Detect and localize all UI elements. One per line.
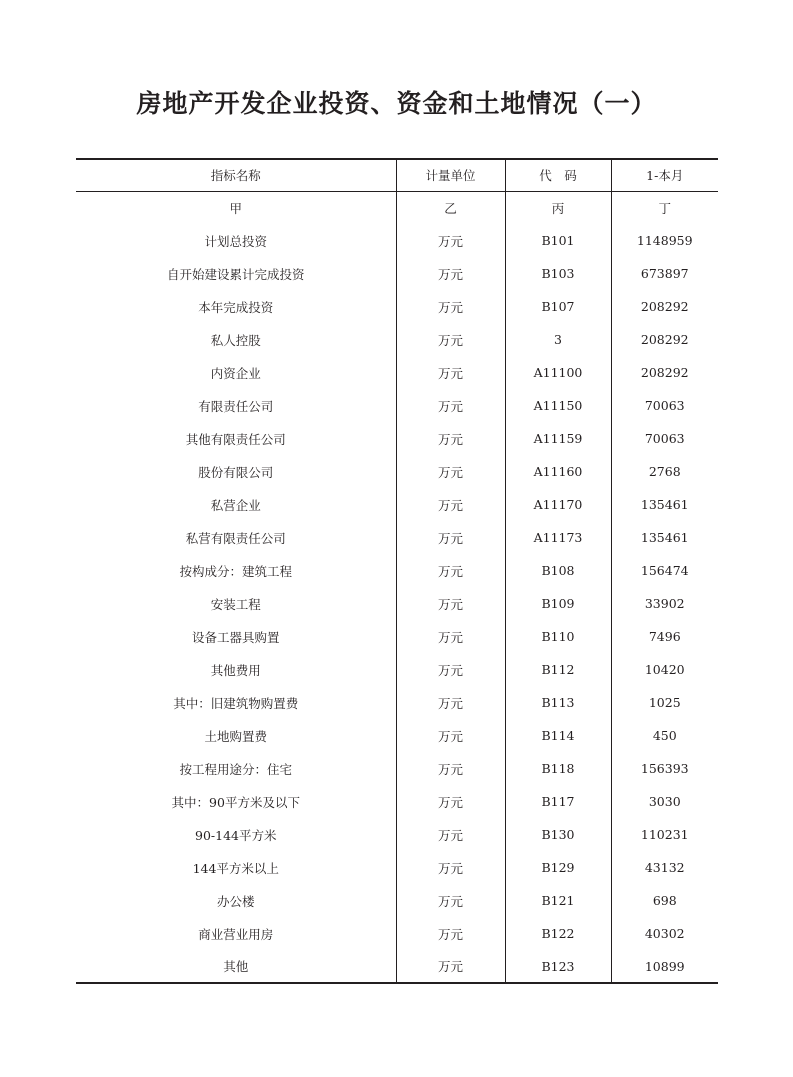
table-row	[76, 488, 718, 521]
header-indicator-name: 指标名称	[76, 159, 396, 191]
table-header	[76, 159, 718, 191]
cell-unit: 万元	[396, 422, 505, 455]
cell-indicator-name: 安装工程	[210, 596, 261, 612]
table-row	[76, 455, 718, 488]
table-row	[76, 554, 718, 587]
cell-indicator-name: 私人控股	[210, 332, 261, 348]
cell-indicator-name: 按构成分：建筑工程	[179, 563, 292, 579]
table-row	[76, 587, 718, 620]
cell-code: A11150	[505, 389, 611, 422]
cell-unit: 万元	[396, 917, 505, 950]
cell-value: 156393	[611, 752, 718, 785]
cell-value: 10420	[611, 653, 718, 686]
cell-code: 丙	[505, 191, 611, 224]
cell-unit: 万元	[396, 752, 505, 785]
cell-code: A11170	[505, 488, 611, 521]
cell-unit: 万元	[396, 950, 505, 983]
header-unit: 计量单位	[396, 159, 505, 191]
cell-value: 110231	[611, 818, 718, 851]
table-row	[76, 356, 718, 389]
table-row	[76, 389, 718, 422]
table-row	[76, 917, 718, 950]
table-row	[76, 323, 718, 356]
table-row	[76, 521, 718, 554]
cell-unit: 万元	[396, 554, 505, 587]
cell-indicator-name: 设备工器具购置	[191, 629, 280, 645]
cell-code: B107	[505, 290, 611, 323]
cell-code: B117	[505, 785, 611, 818]
cell-code: B114	[505, 719, 611, 752]
cell-unit: 万元	[396, 884, 505, 917]
table-row	[76, 818, 718, 851]
cell-unit: 万元	[396, 224, 505, 257]
cell-code: B118	[505, 752, 611, 785]
cell-unit: 万元	[396, 521, 505, 554]
cell-unit: 万元	[396, 488, 505, 521]
cell-unit: 万元	[396, 785, 505, 818]
cell-unit: 万元	[396, 257, 505, 290]
cell-unit: 万元	[396, 620, 505, 653]
cell-value: 7496	[611, 620, 718, 653]
cell-unit: 万元	[396, 818, 505, 851]
table-row	[76, 224, 718, 257]
cell-code: A11160	[505, 455, 611, 488]
cell-value: 208292	[611, 356, 718, 389]
cell-unit: 万元	[396, 389, 505, 422]
cell-unit: 万元	[396, 686, 505, 719]
cell-unit: 万元	[396, 587, 505, 620]
cell-code: B112	[505, 653, 611, 686]
cell-indicator-name: 按工程用途分：住宅	[179, 761, 292, 777]
cell-code: B121	[505, 884, 611, 917]
cell-value: 70063	[611, 422, 718, 455]
cell-indicator-name: 其中：90平方米及以下	[171, 794, 300, 810]
table-row	[76, 851, 718, 884]
cell-value: 208292	[611, 323, 718, 356]
table-row	[76, 290, 718, 323]
cell-code: B108	[505, 554, 611, 587]
cell-indicator-name: 内资企业	[210, 365, 261, 381]
page-title: 房地产开发企业投资、资金和土地情况（一）	[136, 89, 657, 118]
cell-indicator-name: 其中：旧建筑物购置费	[173, 695, 299, 711]
table-row	[76, 785, 718, 818]
cell-code: B103	[505, 257, 611, 290]
cell-value: 673897	[611, 257, 718, 290]
table-row	[76, 884, 718, 917]
cell-indicator-name: 有限责任公司	[198, 398, 274, 414]
table-row	[76, 686, 718, 719]
cell-indicator-name: 商业营业用房	[198, 926, 274, 942]
cell-value: 10899	[611, 950, 718, 983]
header-period-value: 1-本月	[611, 159, 718, 191]
cell-code: B130	[505, 818, 611, 851]
cell-unit: 万元	[396, 356, 505, 389]
table-row	[76, 620, 718, 653]
data-table	[76, 158, 718, 984]
cell-indicator-name: 144平方米以上	[192, 860, 279, 876]
cell-value: 135461	[611, 521, 718, 554]
cell-unit: 万元	[396, 719, 505, 752]
table-row	[76, 191, 718, 224]
table-row	[76, 950, 718, 983]
cell-code: B123	[505, 950, 611, 983]
cell-indicator-name: 股份有限公司	[198, 464, 274, 480]
cell-value: 1148959	[611, 224, 718, 257]
cell-indicator-name: 私营有限责任公司	[185, 530, 286, 546]
table-row	[76, 257, 718, 290]
table-row	[76, 752, 718, 785]
cell-code: B113	[505, 686, 611, 719]
cell-value: 156474	[611, 554, 718, 587]
cell-value: 33902	[611, 587, 718, 620]
cell-indicator-name: 90-144平方米	[195, 827, 277, 843]
cell-unit: 乙	[396, 191, 505, 224]
cell-indicator-name: 其他费用	[210, 662, 261, 678]
table-row	[76, 653, 718, 686]
cell-value: 43132	[611, 851, 718, 884]
cell-code: A11173	[505, 521, 611, 554]
cell-value: 1025	[611, 686, 718, 719]
cell-value: 70063	[611, 389, 718, 422]
cell-indicator-name: 甲	[229, 200, 242, 216]
cell-indicator-name: 土地购置费	[204, 728, 267, 744]
cell-code: 3	[505, 323, 611, 356]
cell-unit: 万元	[396, 455, 505, 488]
header-row	[76, 159, 718, 191]
cell-value: 450	[611, 719, 718, 752]
cell-value: 208292	[611, 290, 718, 323]
cell-indicator-name: 计划总投资	[204, 233, 267, 249]
cell-code: B101	[505, 224, 611, 257]
cell-indicator-name: 自开始建设累计完成投资	[166, 266, 305, 282]
cell-code: B110	[505, 620, 611, 653]
cell-unit: 万元	[396, 323, 505, 356]
cell-indicator-name: 办公楼	[216, 893, 255, 909]
table-row	[76, 422, 718, 455]
cell-value: 3030	[611, 785, 718, 818]
cell-indicator-name: 其他有限责任公司	[185, 431, 286, 447]
cell-value: 40302	[611, 917, 718, 950]
cell-value: 2768	[611, 455, 718, 488]
cell-value: 丁	[611, 191, 718, 224]
cell-code: B109	[505, 587, 611, 620]
cell-value: 135461	[611, 488, 718, 521]
table-body	[76, 191, 718, 983]
cell-code: A11159	[505, 422, 611, 455]
cell-indicator-name: 其他	[76, 950, 396, 983]
cell-unit: 万元	[396, 851, 505, 884]
header-code: 代 码	[505, 159, 611, 191]
table-row	[76, 719, 718, 752]
cell-code: B129	[505, 851, 611, 884]
cell-value: 698	[611, 884, 718, 917]
cell-indicator-name: 本年完成投资	[198, 299, 274, 315]
cell-code: A11100	[505, 356, 611, 389]
cell-indicator-name: 私营企业	[210, 497, 261, 513]
cell-unit: 万元	[396, 653, 505, 686]
cell-unit: 万元	[396, 290, 505, 323]
cell-code: B122	[505, 917, 611, 950]
